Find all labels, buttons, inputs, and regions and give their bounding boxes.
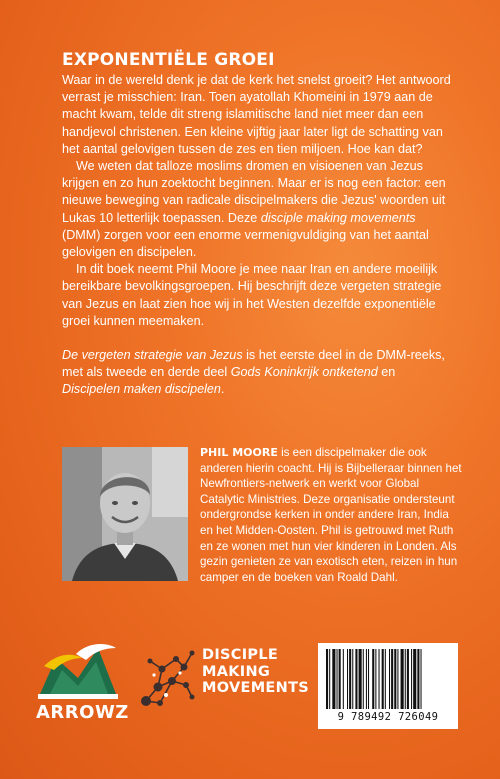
- paragraph-2: [62, 158, 454, 261]
- author-bio-body: is een discipelmaker die ook anderen hierin coacht. Hij is Bijbelleraar binnen het Newfrontiers-netwerk en werkt voor Global Catalytic Ministries. Deze organisatie ondersteunt ondergrondse kerken in onder andere Iran, India en het Midden-Oosten. Phil is getrouwd met Ruth en ze wonen met hun vier kinderen in Londen. Als gezin genieten ze van exotisch eten, reizen in hun camper en de boeken van Roald Dahl.: [200, 446, 462, 584]
- publisher-name: ARROWZ: [36, 702, 129, 723]
- series-title-1: De vergeten strategie van Jezus: [62, 348, 243, 363]
- blurb: [62, 72, 454, 399]
- paragraph-4-mid1: is het eerste deel in de DMM-reeks, met als tweede en derde deel: [62, 348, 445, 380]
- paragraph-2-italic: disciple making movements: [260, 210, 416, 225]
- series-logo-line-3: MOVEMENTS: [202, 680, 309, 696]
- paragraph-2-end: (DMM) zorgen voor een enorme vermenigvuldiging van het aantal gelovigen en discipelen.: [62, 227, 429, 260]
- paragraph-4-mid2: en: [377, 365, 396, 380]
- series-logo-text: [202, 647, 309, 697]
- barcode-bars-icon: [318, 643, 458, 711]
- author-bio: [200, 445, 462, 585]
- paragraph-1: Waar in de wereld denk je dat de kerk het snelst groeit? Het antwoord verrast je misschien: Iran. Toen ayatollah Khomeini in 1979 aan de macht kwam, telde dit streng islamitische land niet meer dan een handjevol christenen. Een kleine vijftig jaar later ligt de schatting van het aantal gelovigen tussen de zes en tien miljoen. Hoe kan dat?: [62, 73, 451, 156]
- paragraph-4-end: .: [220, 382, 225, 397]
- network-nodes-icon: [136, 645, 198, 711]
- paragraph-4: [62, 347, 454, 399]
- paragraph-2-start: We weten dat talloze moslims dromen en visioenen van Jezus krijgen en zo hun zoektocht beginnen. Maar er is nog een factor: een nieuwe beweging van radicale discipelmakers die Jezus' woorden uit Lukas 10 letterlijk toepassen. Deze: [62, 159, 446, 225]
- author-name: PHIL MOORE: [200, 446, 278, 459]
- isbn-barcode: [318, 643, 458, 729]
- publisher-logo: [36, 636, 129, 728]
- paragraph-3: In dit boek neemt Phil Moore je mee naar Iran en andere moeilijk bereikbare bevolkingsgroepen. Hij beschrijft deze vergeten strategie van Jezus en laat zien hoe wij in het Westen dezelfde exponentiële groei kunnen meemaken.: [62, 262, 442, 328]
- author-portrait-image: [62, 447, 188, 581]
- series-logo: [136, 645, 309, 715]
- isbn-number: 9 789492 726049: [337, 711, 439, 723]
- series-logo-line-2: MAKING: [202, 663, 271, 680]
- series-title-3: Discipelen maken discipelen: [62, 382, 221, 397]
- series-logo-line-1: DISCIPLE: [202, 647, 279, 663]
- author-photo: [62, 447, 188, 581]
- author-bio-text: [200, 445, 462, 585]
- heading: EXPONENTIËLE GROEI: [62, 50, 275, 70]
- series-title-2: Gods Koninkrijk ontketend: [230, 365, 378, 380]
- arrowz-emblem-icon: [36, 636, 120, 702]
